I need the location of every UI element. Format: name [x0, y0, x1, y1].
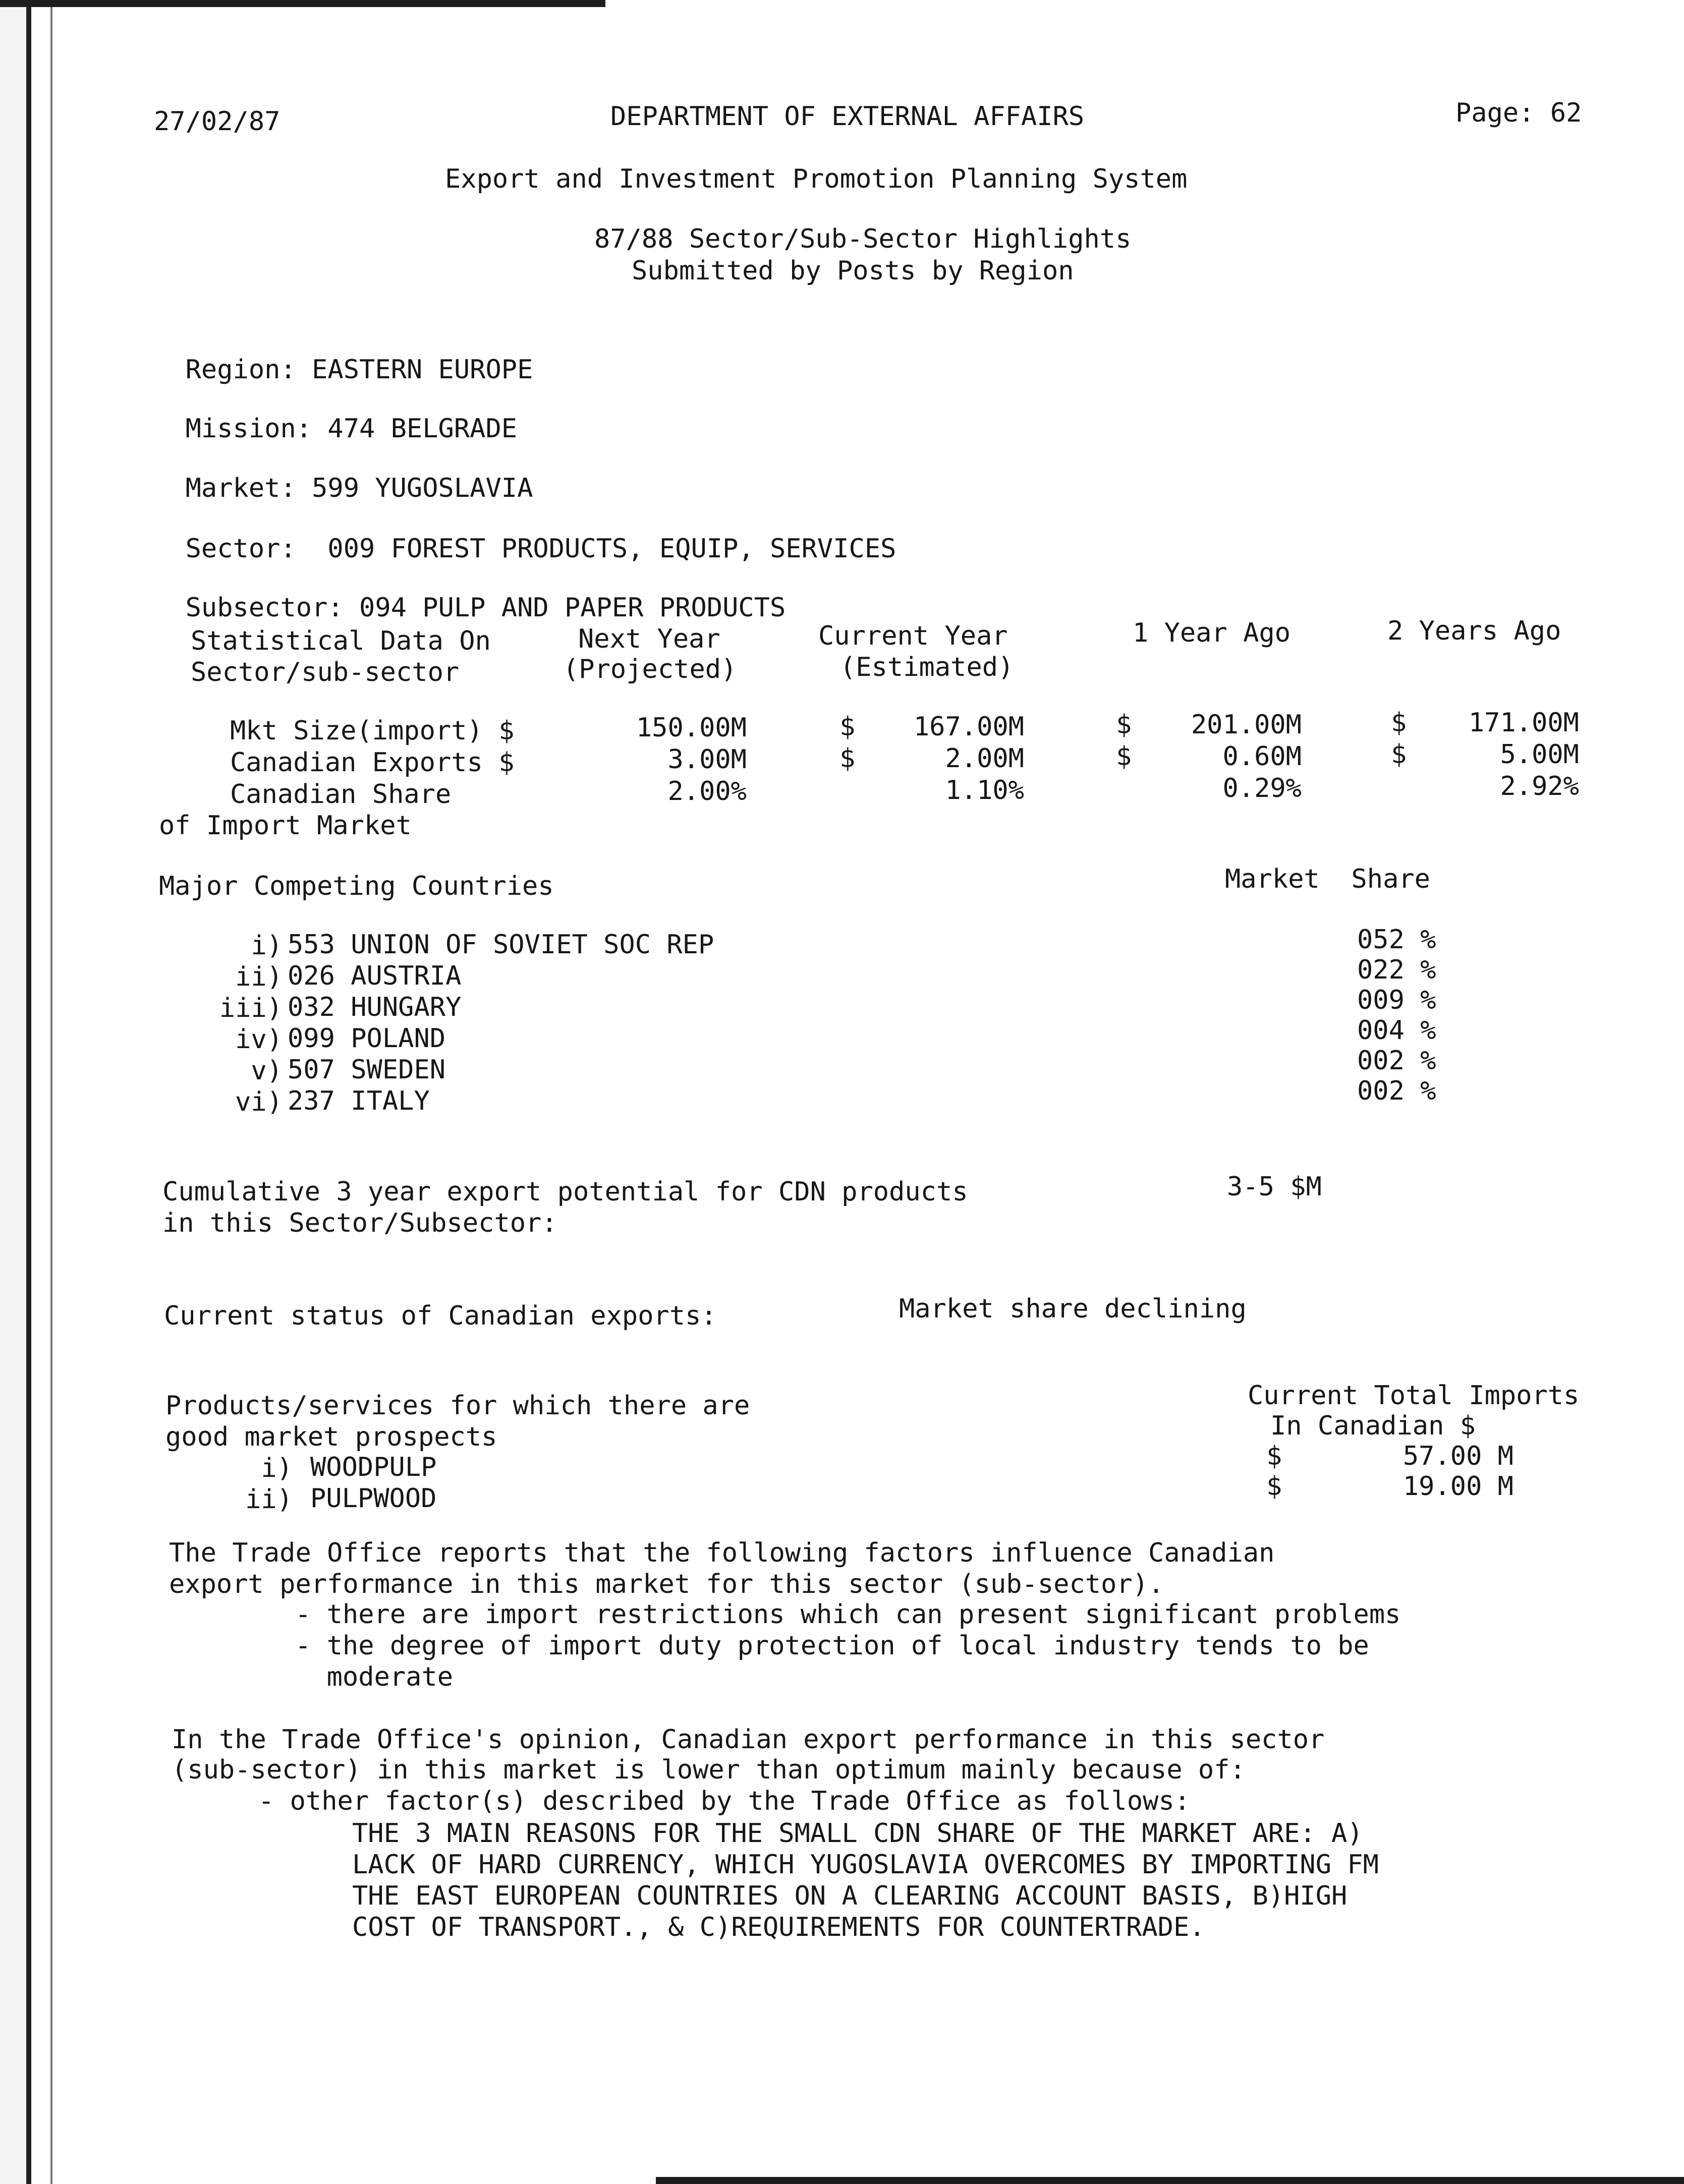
- stats-value: 2.00%: [667, 776, 747, 807]
- stats-value: 0.60M: [1222, 741, 1302, 772]
- product-import-value: 57.00 M: [1402, 1441, 1513, 1471]
- competitor-country: 032 HUNGARY: [288, 992, 462, 1022]
- stats-col-next-year-sub: (Projected): [563, 654, 737, 684]
- products-line-1: Products/services for which there are: [165, 1391, 750, 1421]
- competitor-num: v): [251, 1056, 283, 1086]
- field-mission-label: Mission:: [185, 414, 312, 444]
- opinion-intro-2: (sub-sector) in this market is lower than optimum mainly because of:: [172, 1755, 1246, 1785]
- opinion-detail-line: THE 3 MAIN REASONS FOR THE SMALL CDN SHARE OF THE MARKET ARE: A): [352, 1818, 1363, 1849]
- competitor-share: 002 %: [1357, 1076, 1436, 1106]
- competitor-share: 002 %: [1357, 1046, 1436, 1076]
- binder-edge-bottom: [656, 2177, 1684, 2184]
- products-line-2: good market prospects: [165, 1422, 497, 1452]
- currency-sign: $: [1116, 710, 1132, 740]
- competitor-share: 052 %: [1357, 925, 1436, 955]
- stats-row-label: Canadian Share: [230, 779, 452, 810]
- field-market-label: Market:: [185, 473, 296, 503]
- page-number: Page: 62: [1455, 98, 1582, 128]
- system-title: Export and Investment Promotion Planning System: [445, 164, 1188, 194]
- potential-line-2: in this Sector/Subsector:: [162, 1208, 557, 1238]
- competitor-country: 026 AUSTRIA: [288, 961, 462, 991]
- factors-intro-1: The Trade Office reports that the following factors influence Canadian: [169, 1538, 1275, 1568]
- stats-value: 5.00M: [1500, 739, 1579, 770]
- stats-value: 167.00M: [913, 712, 1024, 742]
- competitor-num: iv): [235, 1024, 283, 1055]
- stats-col-current-year: Current Year: [818, 621, 1008, 651]
- currency-sign: $: [839, 743, 856, 774]
- potential-line-1: Cumulative 3 year export potential for CDN products: [162, 1177, 968, 1207]
- report-date: 27/02/87: [154, 106, 280, 137]
- competitor-share: 022 %: [1357, 955, 1436, 985]
- field-region-value: EASTERN EUROPE: [312, 355, 533, 385]
- stats-col-next-year: Next Year: [578, 624, 720, 654]
- opinion-detail-line: COST OF TRANSPORT., & C)REQUIREMENTS FOR COUNTERTRADE.: [352, 1912, 1205, 1942]
- field-region-label: Region:: [185, 355, 296, 385]
- competitor-share: 004 %: [1357, 1015, 1436, 1046]
- stats-value: 1.10%: [945, 775, 1024, 806]
- stats-value: 2.92%: [1500, 771, 1579, 801]
- factor-bullet: - the degree of import duty protection of local industry tends to be: [295, 1631, 1369, 1661]
- stats-col-current-year-sub: (Estimated): [840, 652, 1014, 682]
- stats-col-1-year-ago: 1 Year Ago: [1133, 618, 1291, 648]
- currency-sign: $: [839, 712, 856, 742]
- currency-sign: $: [1266, 1471, 1282, 1502]
- field-subsector-value: 094 PULP AND PAPER PRODUCTS: [359, 593, 786, 623]
- competitor-share: 009 %: [1357, 985, 1436, 1015]
- department-name: DEPARTMENT OF EXTERNAL AFFAIRS: [610, 101, 1085, 132]
- status-value: Market share declining: [899, 1294, 1247, 1324]
- product-name: WOODPULP: [310, 1452, 437, 1482]
- currency-sign: $: [1391, 739, 1407, 770]
- competitor-num: i): [251, 931, 283, 961]
- imports-header-2: In Canadian $: [1270, 1411, 1476, 1441]
- stats-value: 150.00M: [636, 713, 747, 743]
- stats-value: 171.00M: [1468, 708, 1579, 738]
- product-num: i): [261, 1453, 293, 1483]
- field-subsector-label: Subsector:: [185, 593, 344, 623]
- field-subsector: [154, 561, 785, 623]
- status-label: Current status of Canadian exports:: [164, 1301, 717, 1331]
- currency-sign: $: [1116, 741, 1132, 772]
- opinion-intro-1: In the Trade Office's opinion, Canadian export performance in this sector: [172, 1725, 1325, 1755]
- product-name: PULPWOOD: [310, 1483, 437, 1514]
- opinion-detail-line: THE EAST EUROPEAN COUNTRIES ON A CLEARING ACCOUNT BASIS, B)HIGH: [352, 1881, 1348, 1911]
- field-mission-value: 474 BELGRADE: [327, 414, 518, 444]
- factors-intro-2: export performance in this market for this sector (sub-sector).: [169, 1569, 1164, 1599]
- field-market: [154, 441, 533, 504]
- field-mission: [154, 382, 517, 444]
- binder-edge-top: [0, 0, 605, 7]
- stats-value: 3.00M: [667, 744, 747, 775]
- factor-bullet: moderate: [295, 1662, 454, 1692]
- report-subtitle: Submitted by Posts by Region: [632, 256, 1074, 286]
- report-title: 87/88 Sector/Sub-Sector Highlights: [594, 224, 1132, 254]
- competitor-country: 507 SWEDEN: [288, 1055, 446, 1085]
- competitors-share-header: Market Share: [1225, 864, 1430, 894]
- stats-header-label-2: Sector/sub-sector: [191, 657, 460, 687]
- opinion-detail-line: LACK OF HARD CURRENCY, WHICH YUGOSLAVIA OVERCOMES BY IMPORTING FM: [352, 1850, 1379, 1880]
- field-sector-value: 009 FOREST PRODUCTS, EQUIP, SERVICES: [327, 534, 896, 564]
- stats-header-label-1: Statistical Data On: [191, 626, 491, 656]
- competitor-num: ii): [235, 962, 283, 992]
- stats-value: 2.00M: [945, 743, 1024, 774]
- competitor-country: 099 POLAND: [288, 1023, 446, 1054]
- stats-row-label: Mkt Size(import) $: [230, 716, 515, 746]
- stats-value: 201.00M: [1191, 710, 1302, 740]
- field-sector-label: Sector:: [185, 534, 296, 564]
- currency-sign: $: [1266, 1441, 1282, 1471]
- factor-bullet: - there are import restrictions which can present significant problems: [295, 1599, 1401, 1630]
- field-region: [154, 323, 533, 385]
- field-market-value: 599 YUGOSLAVIA: [312, 473, 533, 503]
- product-import-value: 19.00 M: [1402, 1471, 1513, 1502]
- stats-row-label: Canadian Exports $: [230, 748, 515, 778]
- competitor-num: iii): [219, 993, 283, 1023]
- potential-value: 3-5 $M: [1227, 1172, 1322, 1202]
- field-sector: [154, 502, 896, 564]
- share-suffix: of Import Market: [159, 811, 412, 841]
- product-num: ii): [245, 1484, 293, 1515]
- imports-header-1: Current Total Imports: [1248, 1381, 1580, 1411]
- opinion-bullet: - other factor(s) described by the Trade Office as follows:: [258, 1786, 1191, 1816]
- competitor-country: 553 UNION OF SOVIET SOC REP: [288, 930, 714, 960]
- binder-edge-left: [0, 0, 61, 2184]
- competitor-country: 237 ITALY: [288, 1086, 430, 1116]
- currency-sign: $: [1391, 708, 1407, 738]
- stats-col-2-years-ago: 2 Years Ago: [1387, 616, 1561, 646]
- competitor-num: vi): [235, 1087, 283, 1117]
- competitors-title: Major Competing Countries: [159, 871, 554, 901]
- stats-value: 0.29%: [1222, 773, 1302, 803]
